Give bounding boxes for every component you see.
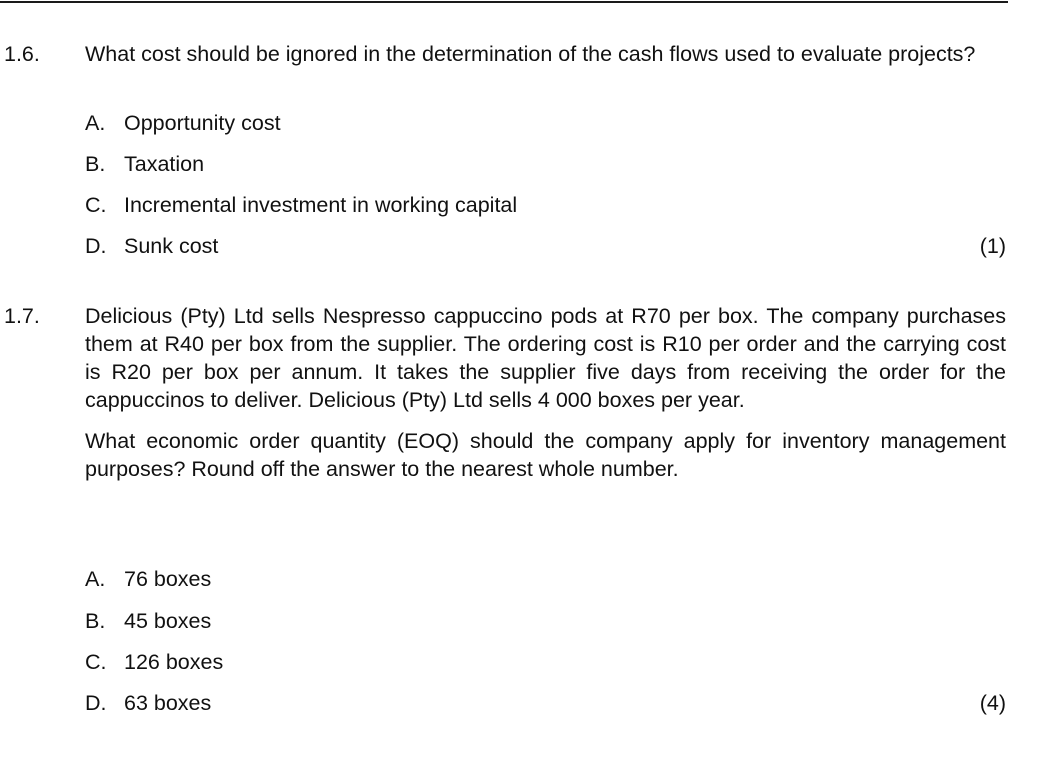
top-divider [0,1,1008,3]
option-c[interactable] [85,648,1006,676]
marks-label: (1) [979,234,1006,258]
option-text: 45 boxes [124,609,212,633]
question-stem [85,302,1006,483]
option-letter: B. [85,152,106,176]
option-text: Incremental investment in working capital [124,193,518,217]
option-text: 76 boxes [124,567,212,591]
option-letter: C. [85,193,107,217]
option-text: 63 boxes [124,691,212,715]
option-text: 126 boxes [124,650,224,674]
option-a[interactable] [85,565,1006,593]
option-b[interactable] [85,150,1006,178]
option-text: Sunk cost [124,234,219,258]
option-letter: C. [85,650,107,674]
question-number: 1.7. [4,304,40,328]
question-number: 1.6. [4,42,40,66]
option-letter: B. [85,609,106,633]
option-letter: D. [85,691,107,715]
question-text: What cost should be ignored in the determination of the cash flows used to evaluate projects? [85,42,976,66]
option-letter: A. [85,111,106,135]
question-stem [85,40,1006,68]
question-text: Delicious (Pty) Ltd sells Nespresso cappuccino pods at R70 per box. The company purchases them at R40 per box from the supplier. The ordering cost is R10 per order and the carrying cost is R20 per box per annum. It takes the supplier five days from receiving the order for the cappuccinos to deliver. Delicious (Pty) Ltd sells 4 000 boxes per year. [85,304,1006,412]
option-d[interactable] [85,232,1006,260]
option-a[interactable] [85,109,1006,137]
option-c[interactable] [85,191,1006,219]
option-letter: A. [85,567,106,591]
option-text: Taxation [124,152,205,176]
question-prompt: What economic order quantity (EOQ) should the company apply for inventory management purposes? Round off the answer to the nearest whole number. [85,429,1006,481]
option-d[interactable] [85,689,1006,717]
option-letter: D. [85,234,107,258]
option-b[interactable] [85,607,1006,635]
option-text: Opportunity cost [124,111,281,135]
marks-label: (4) [979,691,1006,715]
